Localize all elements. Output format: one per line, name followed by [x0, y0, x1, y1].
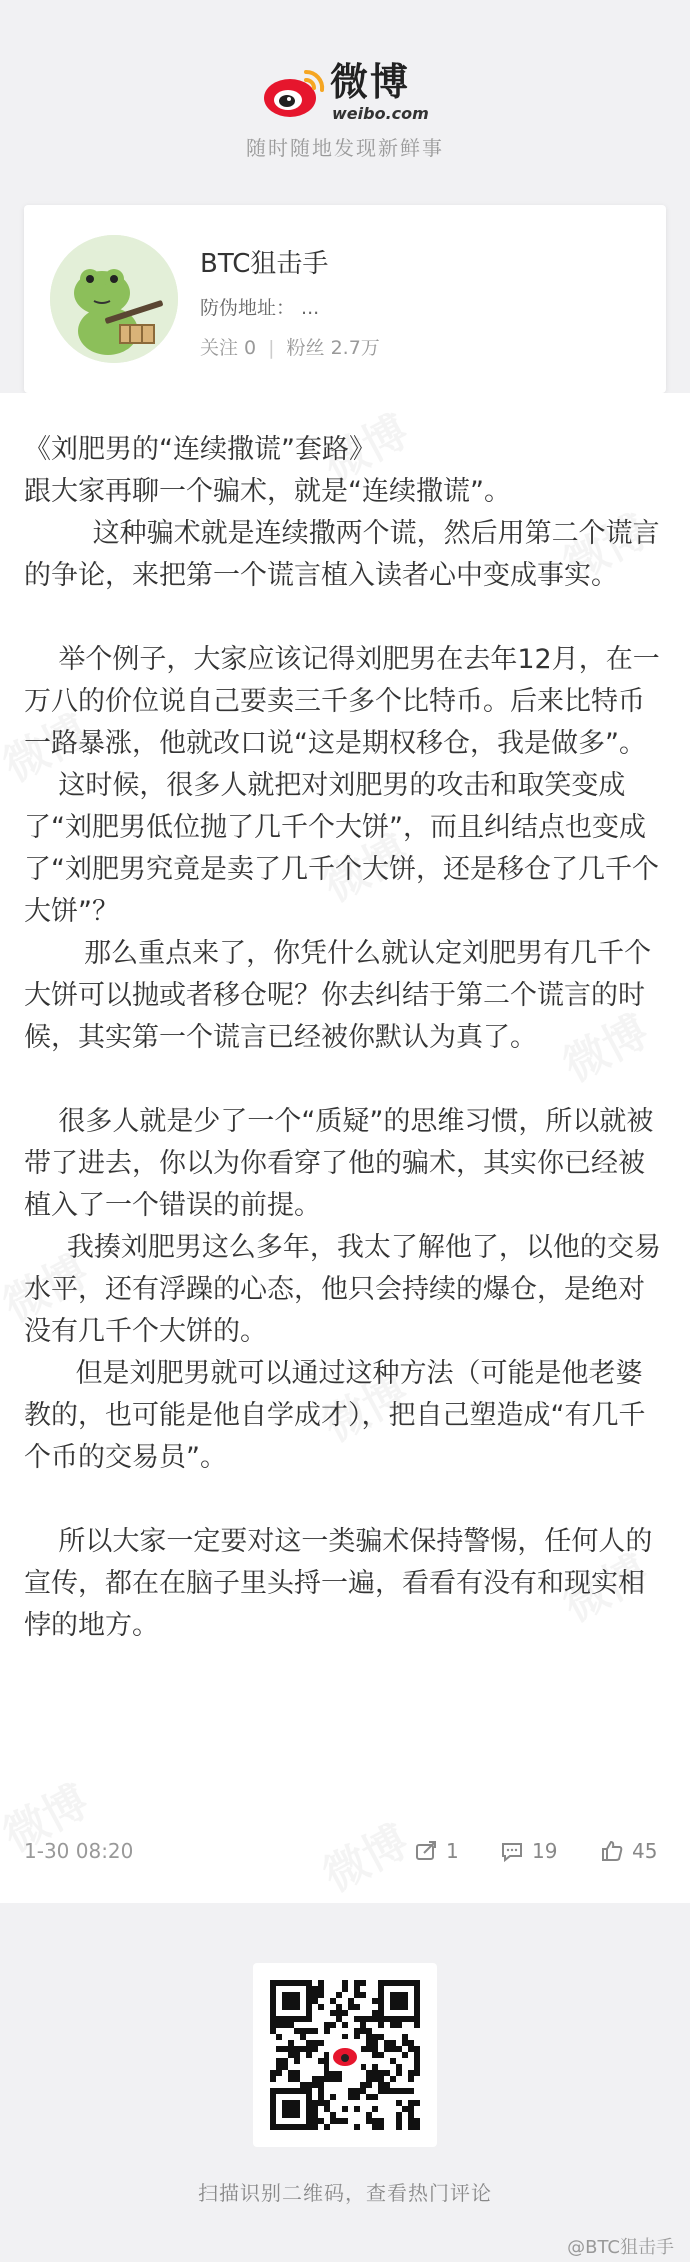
comment-count: 19: [532, 1839, 558, 1863]
paragraph: 举个例子，大家应该记得刘肥男在去年12月，在一万八的价位说自己要卖三千多个比特币。后来比特币一路暴涨，他就改口说“这是期权移仓，我是做多”。: [24, 644, 660, 759]
paragraph: 很多人就是少了一个“质疑”的思维习惯，所以就被带了进去，你以为你看穿了他的骗术，其实你已经被植入了一个错误的前提。: [24, 1106, 654, 1221]
follow-count[interactable]: 关注 0: [200, 337, 257, 359]
comment-button[interactable]: [500, 1839, 557, 1863]
paragraph: 所以大家一定要对这一类骗术保持警惕，任何人的宣传，都在在脑子里头捋一遍，看看有没有和现实相悖的地方。: [24, 1526, 653, 1641]
comment-icon: [500, 1839, 524, 1863]
like-count: 45: [632, 1839, 658, 1863]
frog-soldier-avatar-icon: [50, 235, 178, 363]
repost-count: 1: [446, 1839, 459, 1863]
stats-divider: |: [268, 337, 275, 359]
paragraph-gap: [24, 597, 666, 639]
paragraph: 这种骗术就是连续撒两个谎，然后用第二个谎言的争论，来把第一个谎言植入读者心中变成事实。: [24, 518, 660, 591]
paragraph: 但是刘肥男就可以通过这种方法（可能是他老婆教的，也可能是他自学成才），把自己塑造成“有几千个币的交易员”。: [24, 1358, 646, 1473]
paragraph: 那么重点来了，你凭什么就认定刘肥男有几千个大饼可以抛或者移仓呢？你去纠结于第二个谎言的时候，其实第一个谎言已经被你默认为真了。: [24, 938, 652, 1053]
like-icon: [600, 1839, 624, 1863]
paragraph-gap: [24, 1059, 666, 1101]
weibo-logo-icon: [262, 64, 328, 120]
logo-text-en: weibo.com: [332, 104, 429, 123]
paragraph: 跟大家再聊一个骗术，就是“连续撒谎”。: [24, 476, 511, 507]
logo-text-cn: 微博: [330, 60, 411, 104]
paragraph-gap: [24, 1479, 666, 1521]
like-button[interactable]: [600, 1839, 657, 1863]
article-card: [0, 393, 690, 1903]
user-name[interactable]: BTC狙击手: [200, 249, 329, 279]
article-body: [24, 429, 666, 1647]
article-title: 《刘肥男的“连续撒谎”套路》: [24, 434, 376, 465]
paragraph: 我揍刘肥男这么多年，我太了解他了，以他的交易水平，还有浮躁的心态，他只会持续的爆仓，是绝对没有几千个大饼的。: [24, 1232, 661, 1347]
post-time: 1-30 08:20: [24, 1839, 134, 1863]
profile-card[interactable]: [24, 205, 666, 393]
profile-stats: [200, 333, 380, 360]
repost-icon: [414, 1839, 438, 1863]
page-footer: [0, 1903, 690, 2262]
qr-hint-text: 扫描识别二维码，查看热门评论: [198, 2181, 492, 2205]
paragraph: 这时候，很多人就把对刘肥男的攻击和取笑变成了“刘肥男低位抛了几千个大饼”，而且纠结点也变成了“刘肥男究竟是卖了几千个大饼，还是移仓了几千个大饼”？: [24, 770, 659, 927]
page-header: [0, 0, 690, 205]
avatar[interactable]: [50, 235, 178, 363]
author-watermark: @BTC狙击手: [567, 2237, 674, 2258]
qr-code[interactable]: [253, 1963, 437, 2147]
weibo-logo[interactable]: [0, 60, 690, 123]
qr-code-icon: [253, 1963, 437, 2147]
post-meta: [24, 1833, 666, 1873]
repost-button[interactable]: [414, 1839, 459, 1863]
profile-subtitle: 防伪地址： ...: [200, 297, 320, 319]
fans-count[interactable]: 粉丝 2.7万: [286, 337, 380, 359]
slogan: 随时随地发现新鲜事: [246, 136, 444, 160]
